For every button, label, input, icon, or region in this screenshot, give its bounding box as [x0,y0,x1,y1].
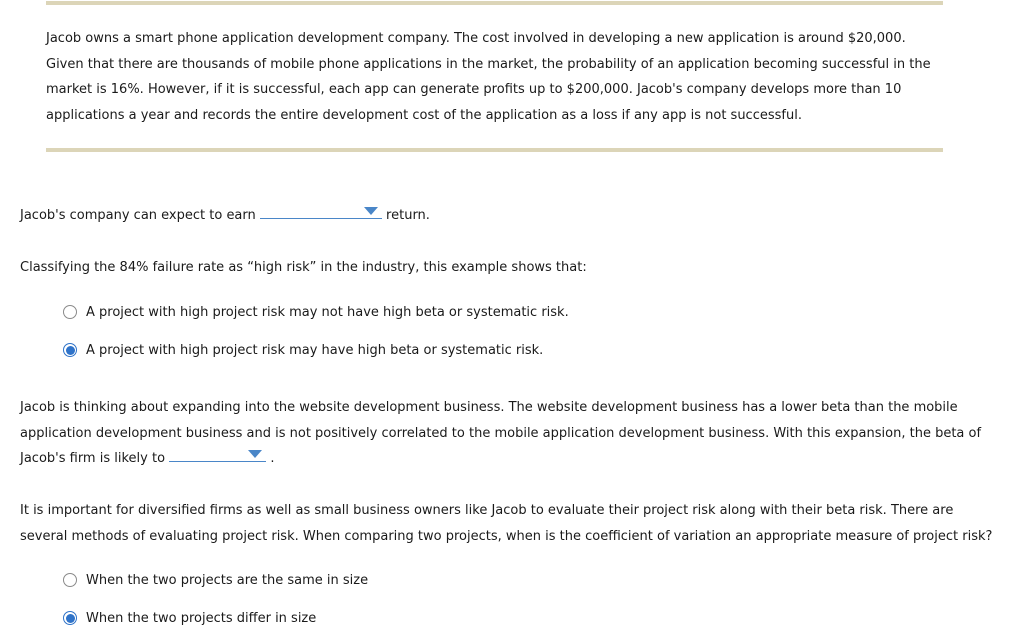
scenario-line-2: Given that there are thousands of mobile phone applications in the market, the probability of an application becoming successful in the [46,56,931,72]
scenario-line-3: market is 16%. However, if it is successful, each app can generate profits up to $200,000. Jacob's company develops more than 10 [46,82,902,97]
radio-unchecked-icon[interactable] [63,573,77,587]
radio-unchecked-icon[interactable] [63,305,77,319]
chevron-down-icon [248,450,262,458]
question-3-line-1: Jacob is thinking about expanding into the website development business. The website development business has a lower beta than the mobile [20,400,958,415]
q2-option-1[interactable] [63,302,569,322]
question-3 [20,395,1010,472]
question-3-line-3 [20,446,1010,472]
beta-change-dropdown[interactable] [169,446,266,462]
scenario-line-4: applications a year and records the entire development cost of the application as a loss if any app is not successful. [46,107,802,123]
question-2-text: Classifying the 84% failure rate as “high risk” in the industry, this example shows that: [20,260,587,275]
q4-option-2-label: When the two projects differ in size [86,610,317,626]
scenario-bottom-rule [46,148,943,152]
q4-option-1-label: When the two projects are the same in size [86,572,369,588]
radio-checked-icon[interactable] [63,343,77,357]
q2-option-1-label: A project with high project risk may not have high beta or systematic risk. [86,304,569,320]
question-3-line-2: application development business and is not positively correlated to the mobile application development business. With this expansion, the beta of [20,425,982,441]
q2-option-2-label: A project with high project risk may have high beta or systematic risk. [86,342,544,358]
expected-return-dropdown[interactable] [260,203,382,219]
radio-checked-icon[interactable] [63,611,77,625]
question-4-line-2: several methods of evaluating project risk. When comparing two projects, when is the coefficient of variation an appropriate measure of project risk? [20,528,993,544]
q4-option-2[interactable] [63,608,316,628]
question-3-suffix: . [270,451,275,466]
question-4 [20,498,1010,549]
question-1-prefix: Jacob's company can expect to earn [20,208,256,223]
question-1 [20,203,1010,229]
q4-option-1[interactable] [63,570,368,590]
chevron-down-icon [364,207,378,215]
scenario-top-rule [46,1,943,5]
q2-option-2[interactable] [63,340,543,360]
scenario-line-1: Jacob owns a smart phone application development company. The cost involved in developing a new application is around $20,000. [46,31,906,46]
question-3-prefix: Jacob's firm is likely to [20,451,166,466]
question-4-line-1: It is important for diversified firms as well as small business owners like Jacob to evaluate their project risk along with their beta risk. There are [20,503,954,518]
question-1-suffix: return. [386,208,430,223]
scenario-text [46,26,946,128]
